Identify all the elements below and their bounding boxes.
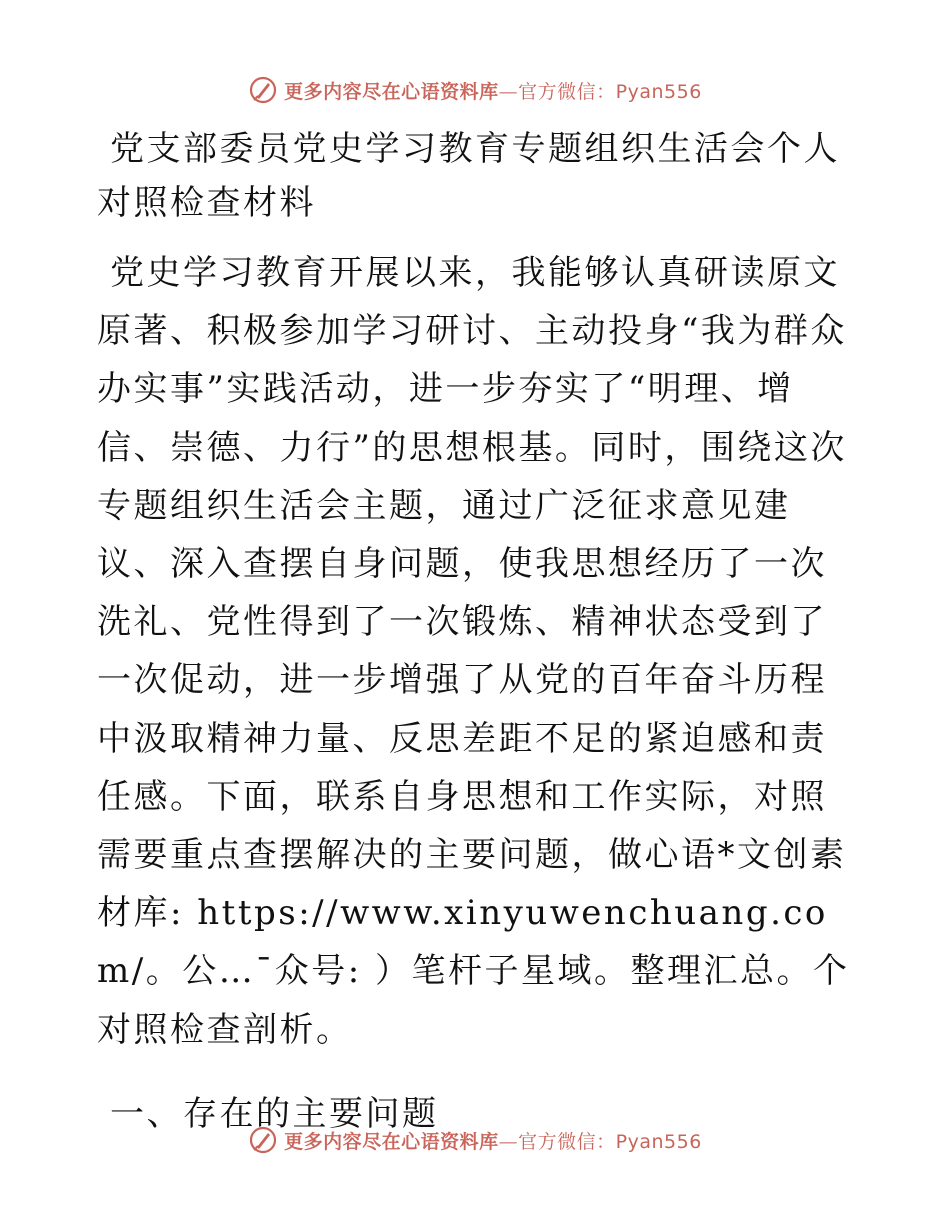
document-body — [97, 122, 857, 1141]
banner-text: 更多内容尽在心语资料库—官方微信：Pyan556 — [284, 80, 702, 103]
footer-banner — [0, 1122, 950, 1158]
header-banner — [0, 72, 950, 108]
section-heading: 一、存在的主要问题 — [110, 1093, 439, 1134]
quill-pen-logo-icon — [248, 1125, 278, 1155]
body-paragraph: 党史学习教育开展以来，我能够认真研读原文原著、积极参加学习研讨、主动投身“我为群众办实事”实践活动，进一步夯实了“明理、增信、崇德、力行”的思想根基。同时，围绕这次专题组织生活会主题，通过广泛征求意见建议、深入查摆自身问题，使我思想经历了一次洗礼、党性得到了一次锻炼、精神状态受到了一次促动，进一步增强了从党的百年奋斗历程中汲取精神力量、反思差距不足的紧迫感和责任感。下面，联系自身思想和工作实际，对照需要重点查摆解决的主要问题，做心语*文创素材库: https://www.xinyuwenchuang.com/。公…¯众号: ）笔杆子星域。整理汇总。个对照检查剖析。 — [97, 253, 850, 1050]
document-title: 党支部委员党史学习教育专题组织生活会个人对照检查材料 — [97, 129, 840, 223]
banner-text: 更多内容尽在心语资料库—官方微信：Pyan556 — [284, 1130, 702, 1153]
quill-pen-logo-icon — [248, 75, 278, 105]
